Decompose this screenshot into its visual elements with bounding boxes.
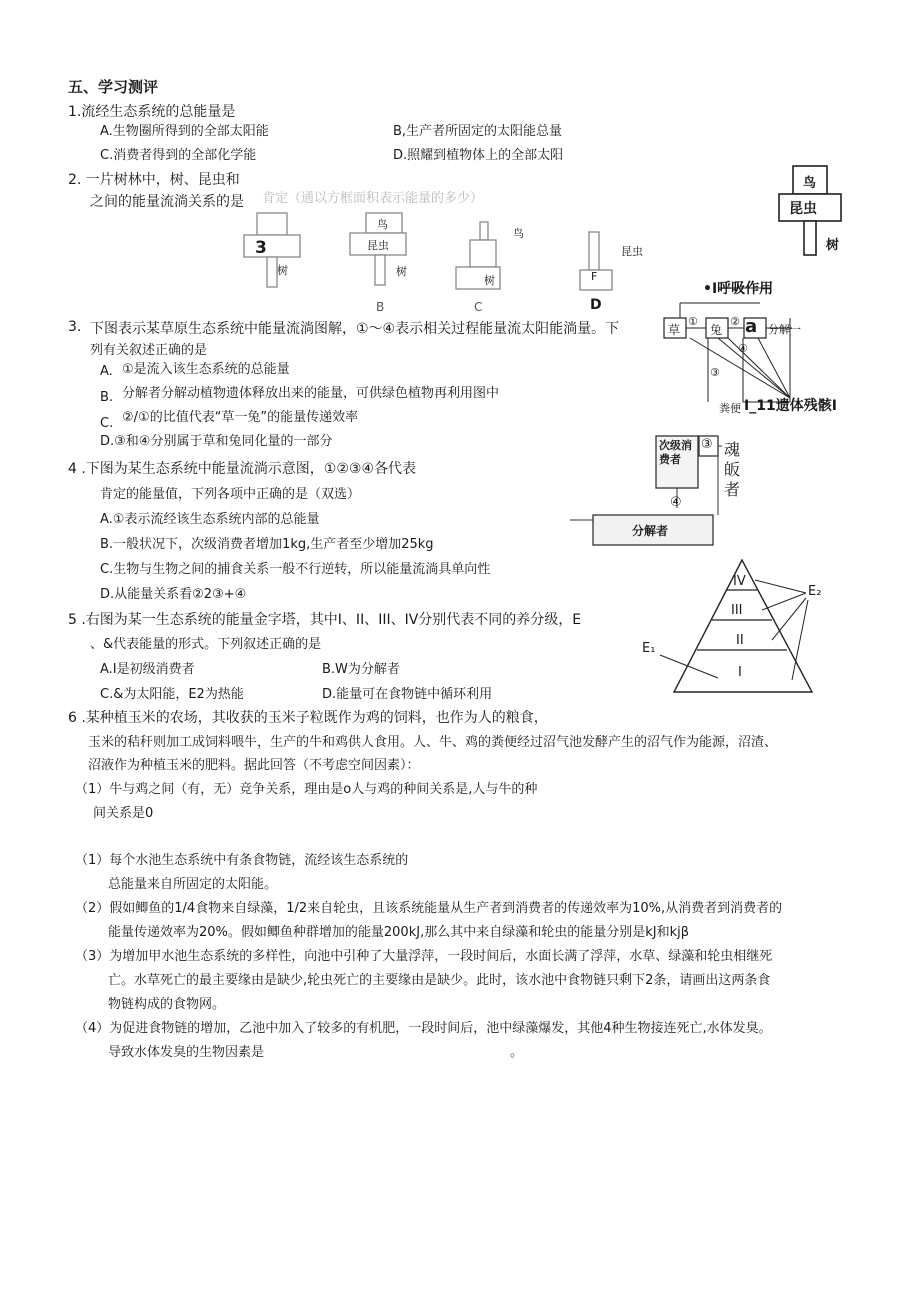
q3-respiration-label: •I呼吸作用: [703, 281, 774, 297]
q5-e2-label: E₂: [808, 584, 822, 599]
q1-stem: 1.流经生态系统的总能量是: [68, 104, 236, 120]
q4-option-d: D.从能量关系看②2③+④: [100, 587, 247, 602]
q4-decomposer-label: 分解者: [632, 524, 669, 538]
q4-option-a: A.①表示流经该生态系统内部的总能量: [100, 512, 320, 527]
q3-option-c: ②/①的比值代表“草一兔”的能量传递效率: [122, 410, 359, 425]
q2-overlap-text: 肯定（通以方框面积表示能量的多少）: [262, 191, 484, 206]
q5-level-iv: IV: [733, 574, 746, 589]
q5-level-iii: III: [731, 603, 743, 618]
q5-stem2: 、&代表能量的形式。下列叙述正确的是: [90, 637, 322, 652]
q2-option-a-mark: 3: [255, 238, 267, 258]
q2-d-odd-label: F: [591, 270, 598, 283]
q3-option-b-letter: B.: [100, 390, 114, 405]
q2-c-tree-label: 树: [484, 274, 495, 287]
q3-stem1: 下图表示某草原生态系统中能量流淌图解，①～④表示相关过程能量流太阳能淌量。下: [90, 321, 620, 337]
q3-feces-label: 粪便: [719, 402, 741, 415]
q3-rabbit-label: 兔: [710, 323, 723, 337]
q7-p3-line2: 亡。水草死亡的最主要缘由是缺少,轮虫死亡的主要缘由是缺少。此时，该水池中食物链只剩下2条，请画出这两条食: [108, 973, 771, 988]
q5-level-ii: II: [736, 633, 744, 648]
q6-sub1-line2: 间关系是0: [93, 806, 154, 821]
q3-num-2: ②: [730, 315, 740, 328]
q3-option-c-letter: C.: [100, 416, 114, 431]
q4-option-b: B.一般状况下，次级消费者增加1kg,生产者至少增加25kg: [100, 537, 434, 552]
q5-pyramid-shapes: [0, 0, 1, 1]
q5-option-b: B.W为分解者: [322, 662, 400, 677]
q3-option-a-letter: A.: [100, 364, 113, 379]
ref-insect-label: 昆虫: [789, 201, 817, 217]
q5-option-a: A.I是初级消费者: [100, 662, 195, 677]
q4-stem2: 肯定的能量值，下列各项中正确的是（双选）: [100, 487, 361, 502]
q2-line1: 2. 一片树林中，树、昆虫和: [68, 172, 240, 188]
q6-stem2: 玉米的秸秆则加工成饲料喂牛，生产的牛和鸡供人食用。人、牛、鸡的粪便经过沼气池发酵产生的沼气作为能源，沼渣、: [88, 735, 778, 750]
q7-p3-line1: （3）为增加甲水池生态系统的多样性，向池中引种了大量浮萍，一段时间后，水面长满了浮萍，水草、绿藻和轮虫相继死: [75, 949, 773, 964]
q7-p4-end: 。: [510, 1045, 524, 1060]
q2-b-bird-label: 鸟: [377, 218, 388, 231]
q6-stem3: 沼液作为种植玉米的肥料。据此回答（不考虑空间因素）：: [88, 758, 420, 773]
q3-remains-label: I_11遗体残骸I: [744, 398, 837, 414]
q5-level-i: I: [738, 665, 742, 680]
q2-line2: 之间的能量流淌关系的是: [90, 194, 244, 210]
q6-stem1: 6 .某种植玉米的农场，其收获的玉米子粒既作为鸡的饲料，也作为人的粮食，: [68, 710, 548, 726]
q3-num-3: ③: [710, 366, 720, 379]
q7-p1-line1: （1）每个水池生态系统中有条食物链，流经该生态系统的: [75, 853, 409, 868]
q2-option-d-letter: D: [590, 297, 602, 313]
q7-p1-line2: 总能量来自所固定的太阳能。: [108, 877, 278, 892]
q5-e1-label: E₁: [642, 641, 656, 656]
ref-tree-box: [804, 221, 816, 255]
q1-option-c: C.消费者得到的全部化学能: [100, 148, 257, 163]
q2-option-c-letter: C: [474, 300, 483, 314]
q3-num-4: ④: [738, 342, 748, 355]
q6-sub1-line1: （1）牛与鸡之间（有，无）竞争关系，理由是o人与鸡的种间关系是,人与牛的种: [75, 782, 538, 797]
q3-num-1: ①: [688, 315, 698, 328]
q5-option-d: D.能量可在食物链中循环利用: [322, 687, 493, 702]
q2-option-b-letter: B: [376, 300, 385, 314]
ref-bird-label: 鸟: [803, 176, 817, 191]
q5-stem1: 5 .右图为某一生态系统的能量金字塔，其中I、II、III、IV分别代表不同的养分级，E: [68, 612, 582, 628]
q7-p4-line1: （4）为促进食物链的增加，乙池中加入了较多的有机肥，一段时间后，池中绿藻爆发，其他4种生物接连死亡,水体发臭。: [75, 1021, 772, 1036]
q7-p2-line2: 能量传递效率为20%。假如鲫鱼种群增加的能量200kJ,那么其中来自绿藻和轮虫的能量分别是kJ和kjβ: [108, 925, 690, 940]
section-title: 五、学习测评: [68, 78, 159, 96]
q3-decomposer-label: 分解一: [768, 323, 801, 336]
q7-p3-line3: 物链构成的食物网。: [108, 997, 226, 1012]
q3-stem2: 列有关叙述正确的是: [90, 343, 208, 358]
q5-option-c: C.&为太阳能，E2为热能: [100, 687, 244, 702]
q1-option-d: D.照耀到植物体上的全部太阳: [393, 148, 564, 163]
q7-p2-line1: （2）假如鲫鱼的1/4食物来自绿藻，1/2来自轮虫，且该系统能量从生产者到消费者的传递效率为10%,从消费者到消费者的: [75, 901, 783, 916]
q3-number: 3.: [68, 319, 82, 335]
q7-p4-line2: 导致水体发臭的生物因素是: [108, 1045, 265, 1060]
q3-option-b: 分解者分解动植物遗体释放出来的能量，可供绿色植物再利用图中: [122, 386, 500, 401]
q4-secondary-label: 次级消费者: [659, 439, 692, 466]
q4-num3-label: ③: [701, 437, 713, 452]
q1-option-a: A.生物圈所得到的全部太阳能: [100, 124, 269, 139]
q4-num4-label: ④: [670, 495, 682, 510]
q4-tertiary-label: 魂皈者: [724, 440, 741, 499]
q1-option-b: B,生产者所固定的太阳能总量: [393, 124, 563, 139]
q2-b-insect-label: 昆虫: [367, 239, 389, 252]
ref-tree-label: 树: [826, 238, 840, 253]
q2-a-tree-label: 树: [277, 264, 288, 277]
q3-option-a: ①是流入该生态系统的总能量: [122, 362, 290, 377]
q4-stem1: 4 .下图为某生态系统中能量流淌示意图，①②③④各代表: [68, 461, 417, 477]
q2-c-bird-label: 鸟: [513, 227, 524, 240]
q3-fox-label: a: [745, 316, 758, 337]
q3-grass-label: 草: [668, 323, 681, 337]
q2-d-insect-label: 昆虫: [621, 245, 643, 258]
q3-option-d: D.③和④分别属于草和兔同化量的一部分: [100, 434, 333, 449]
q2-b-tree-label: 树: [396, 265, 407, 278]
q4-option-c: C.生物与生物之间的捕食关系一般不行逆转，所以能量流淌具单向性: [100, 562, 491, 577]
